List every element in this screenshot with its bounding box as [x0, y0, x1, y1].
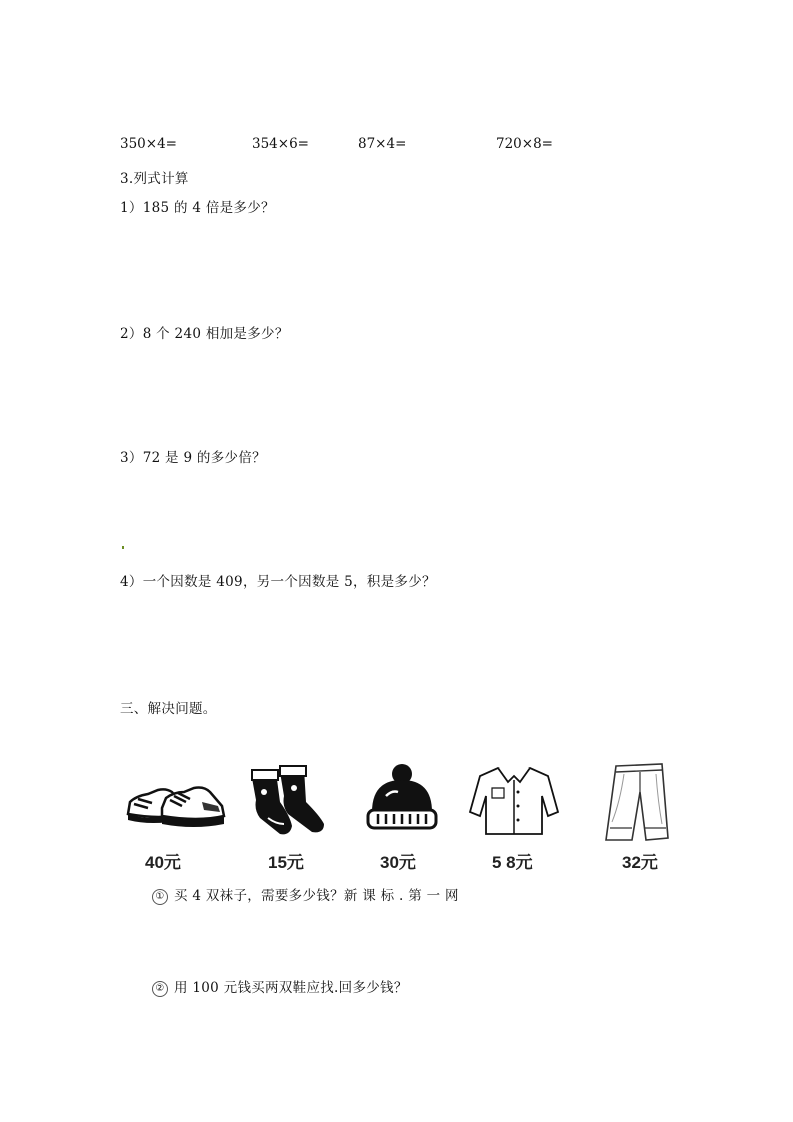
price-shirt: 5 8元 [492, 853, 533, 872]
knit-hat-icon [364, 762, 440, 838]
problem-1 [152, 884, 459, 905]
equation-4: 720×8= [496, 136, 553, 152]
equation-3: 87×4= [358, 136, 407, 152]
question-4: 4）一个因数是 409，另一个因数是 5，积是多少？ [120, 574, 436, 590]
price-sneakers: 40元 [145, 853, 181, 872]
problem-2-text: 用 100 元钱买两双鞋应找.回多少钱？ [174, 980, 408, 996]
question-1: 1）185 的 4 倍是多少？ [120, 200, 275, 216]
equation-2: 354×6= [252, 136, 309, 152]
problem-2 [152, 976, 408, 997]
price-trousers: 32元 [622, 853, 658, 872]
price-socks: 15元 [268, 853, 304, 872]
question-3: 3）72 是 9 的多少倍？ [120, 450, 266, 466]
socks-icon [246, 762, 332, 844]
equation-1: 350×4= [120, 136, 177, 152]
problem-2-number: ② [152, 981, 168, 997]
problem-1-number: ① [152, 889, 168, 905]
sneakers-icon [122, 762, 228, 836]
stray-mark [122, 546, 124, 549]
shirt-icon [468, 762, 560, 840]
section-heading-problems: 三、解决问题。 [120, 701, 217, 717]
trousers-icon [598, 762, 672, 846]
problem-1-text: 买 4 双袜子，需要多少钱？新 课 标 . 第 一 网 [174, 888, 459, 904]
price-hat: 30元 [380, 853, 416, 872]
section-heading-3: 3.列式计算 [120, 171, 189, 187]
question-2: 2）8 个 240 相加是多少？ [120, 326, 289, 342]
